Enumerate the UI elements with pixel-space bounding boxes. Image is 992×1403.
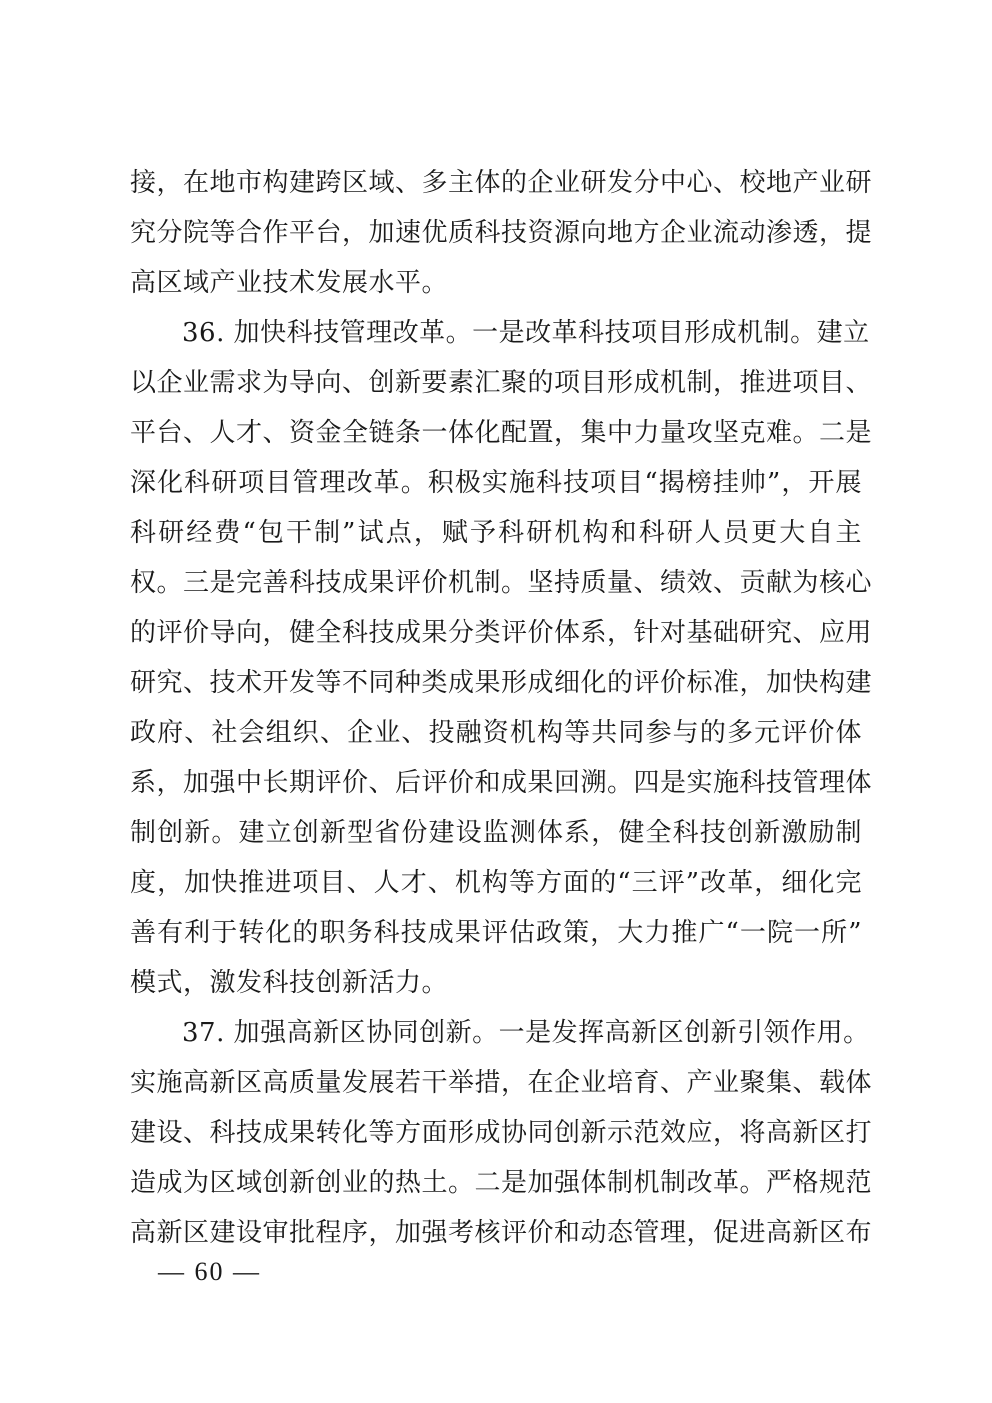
text-line: 建设、科技成果转化等方面形成协同创新示范效应，将高新区打 (130, 1118, 873, 1148)
text-line: 36. 加快科技管理改革。一是改革科技项目形成机制。建立 (182, 318, 870, 348)
text-line: 科研经费“包干制”试点，赋予科研机构和科研人员更大自主 (130, 518, 862, 548)
text-line: 深化科研项目管理改革。积极实施科技项目“揭榜挂帅”，开展 (130, 468, 862, 498)
text-line: 以企业需求为导向、创新要素汇聚的项目形成机制，推进项目、 (130, 368, 873, 398)
page-number: — 60 — (158, 1257, 261, 1286)
text-line: 高区域产业技术发展水平。 (130, 268, 449, 298)
text-line: 权。三是完善科技成果评价机制。坚持质量、绩效、贡献为核心 (130, 568, 873, 598)
text-line: 造成为区域创新创业的热土。二是加强体制机制改革。严格规范 (130, 1168, 873, 1198)
text-line: 研究、技术开发等不同种类成果形成细化的评价标准，加快构建 (130, 668, 873, 698)
text-line: 系，加强中长期评价、后评价和成果回溯。四是实施科技管理体 (130, 768, 873, 798)
text-line: 制创新。建立创新型省份建设监测体系，健全科技创新激励制 (130, 818, 862, 848)
text-line: 37. 加强高新区协同创新。一是发挥高新区创新引领作用。 (182, 1018, 870, 1048)
text-line: 究分院等合作平台，加速优质科技资源向地方企业流动渗透，提 (130, 218, 873, 248)
text-line: 高新区建设审批程序，加强考核评价和动态管理，促进高新区布 (130, 1218, 873, 1248)
text-line: 平台、人才、资金全链条一体化配置，集中力量攻坚克难。二是 (130, 418, 873, 448)
text-line: 善有利于转化的职务科技成果评估政策，大力推广“一院一所” (130, 918, 862, 948)
text-line: 度，加快推进项目、人才、机构等方面的“三评”改革，细化完 (130, 868, 862, 898)
text-line: 的评价导向，健全科技成果分类评价体系，针对基础研究、应用 (130, 618, 873, 648)
text-line: 政府、社会组织、企业、投融资机构等共同参与的多元评价体 (130, 718, 862, 748)
body-text (130, 158, 873, 1258)
text-line: 实施高新区高质量发展若干举措，在企业培育、产业聚集、载体 (130, 1068, 873, 1098)
text-line: 接，在地市构建跨区域、多主体的企业研发分中心、校地产业研 (130, 168, 873, 198)
text-line: 模式，激发科技创新活力。 (130, 968, 449, 998)
